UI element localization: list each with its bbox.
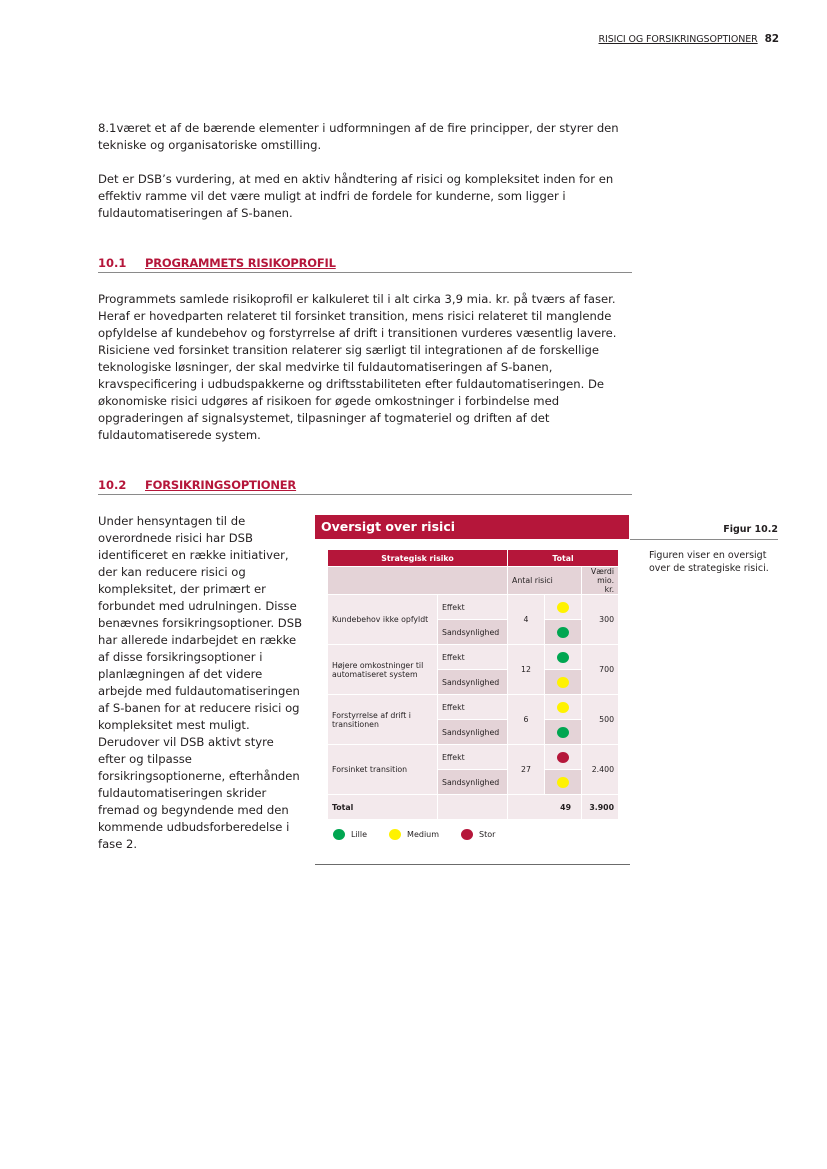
risk-value: 700 [582, 645, 619, 695]
risk-value: 500 [582, 695, 619, 745]
legend [333, 829, 517, 840]
legend-label: Stor [479, 830, 496, 839]
risk-name: Højere omkostninger til automatiseret system [328, 645, 438, 695]
section-10-1-paragraph-1: Programmets samlede risikoprofil er kalkuleret til i alt cirka 3,9 mia. kr. på tværs af faser. Heraf er hovedparten relateret til forsinket transition, mens risici relateret til manglende opfyldelse af kundebehov og forstyrrelse af drift i transitionen vurderes væsentlig lavere. [98, 292, 617, 340]
section-title: PROGRAMMETS RISIKOPROFIL [145, 256, 336, 270]
effect-dot [557, 652, 569, 663]
probability-dot [557, 627, 569, 638]
probability-dot [557, 727, 569, 738]
risk-table [327, 549, 619, 820]
effect-indicator [545, 645, 582, 670]
section-title: FORSIKRINGSOPTIONER [145, 478, 297, 492]
total-value: 3.900 [582, 795, 619, 820]
intro-paragraph-1: 8.1været et af de bærende elementer i udformningen af de fire principper, der styrer den tekniske og organisatoriske omstilling. [98, 121, 619, 152]
effect-label: Effekt [438, 745, 508, 770]
header-strategic-risk: Strategisk risiko [328, 550, 508, 567]
legend-label: Medium [407, 830, 440, 839]
figure-divider [630, 539, 778, 540]
running-header [599, 33, 780, 45]
total-empty [438, 795, 508, 820]
table-row [328, 595, 619, 620]
effect-indicator [545, 695, 582, 720]
probability-label: Sandsynlighed [438, 720, 508, 745]
page-number: 82 [764, 33, 779, 45]
probability-indicator [545, 720, 582, 745]
table-total-row [328, 795, 619, 820]
legend-dot [461, 829, 473, 840]
effect-dot [557, 752, 569, 763]
section-number: 10.1 [98, 256, 127, 270]
effect-label: Effekt [438, 595, 508, 620]
probability-indicator [545, 620, 582, 645]
table-row [328, 695, 619, 720]
effect-label: Effekt [438, 645, 508, 670]
running-header-title: RISICI OG FORSIKRINGSOPTIONER [598, 34, 758, 45]
probability-label: Sandsynlighed [438, 670, 508, 695]
subheader-count: Antal risici [508, 567, 582, 595]
risk-value: 2.400 [582, 745, 619, 795]
effect-dot [557, 602, 569, 613]
risk-count: 6 [508, 695, 545, 745]
subheader-value: Værdi mio. kr. [582, 567, 619, 595]
legend-dot [333, 829, 345, 840]
figure-label: Figur 10.2 [723, 524, 778, 535]
table-row [328, 645, 619, 670]
effect-indicator [545, 745, 582, 770]
total-count: 49 [508, 795, 582, 820]
effect-dot [557, 702, 569, 713]
section-number: 10.2 [98, 478, 127, 492]
section-10-1-paragraph-2: Risiciene ved forsinket transition relaterer sig særligt til integrationen af de forskellige teknologiske løsninger, der skal medvirke til fuldautomatiseringen af S-banen, kravspecificering i udbudspakkerne og driftsstabiliteten efter fuldautomatiseringen. De økonomiske risici udgøres af risikoen for øgede omkostninger i forbindelse med opgraderingen af signalsystemet, tilpasninger af togmateriel og driften af det fuldautomatiserede system. [98, 343, 605, 442]
total-label: Total [328, 795, 438, 820]
legend-dot [389, 829, 401, 840]
risk-name: Kundebehov ikke opfyldt [328, 595, 438, 645]
risk-count: 4 [508, 595, 545, 645]
legend-label: Lille [351, 830, 368, 839]
risk-name: Forstyrrelse af drift i transitionen [328, 695, 438, 745]
probability-label: Sandsynlighed [438, 770, 508, 795]
figure-bottom-rule [315, 864, 630, 865]
table-header-row [328, 550, 619, 567]
legend-item-lille [333, 829, 367, 840]
subheader-empty [328, 567, 508, 595]
probability-dot [557, 677, 569, 688]
risk-name: Forsinket transition [328, 745, 438, 795]
risk-value: 300 [582, 595, 619, 645]
probability-dot [557, 777, 569, 788]
effect-label: Effekt [438, 695, 508, 720]
risk-count: 12 [508, 645, 545, 695]
table-subheader-row [328, 567, 619, 595]
figure-title-bar: Oversigt over risici [315, 515, 629, 539]
legend-item-medium [389, 829, 439, 840]
risk-count: 27 [508, 745, 545, 795]
probability-indicator [545, 770, 582, 795]
table-row [328, 745, 619, 770]
effect-indicator [545, 595, 582, 620]
section-heading-10-1 [98, 256, 632, 273]
header-total: Total [508, 550, 619, 567]
figure-caption: Figuren viser en oversigt over de strategiske risici. [649, 550, 769, 574]
intro-paragraph-2: Det er DSB’s vurdering, at med en aktiv håndtering af risici og kompleksitet inden for en effektiv ramme vil det være muligt at indfri de fordele for kunderne, som ligger i fuldautomatiseringen af S-banen. [98, 172, 614, 220]
probability-label: Sandsynlighed [438, 620, 508, 645]
section-10-2-body: Under hensyntagen til de overordnede risici har DSB identificeret en række initiativer, der kan reducere risici og kompleksitet, der primært er forbundet med udrulningen. Disse benævnes forsikringsoptioner. DSB har allerede indarbejdet en række af disse forsikringsoptioner i planlægningen af det videre arbejde med fuldautomatiseringen af S-banen for at reducere risici og kompleksitet mest muligt. Derudover vil DSB aktivt styre efter og tilpasse forsikringsoptionerne, efterhånden fuldautomatiseringen skrider fremad og begyndende med den kommende udbudsforberedelse i fase 2. [98, 514, 303, 851]
section-heading-10-2 [98, 478, 632, 495]
legend-item-stor [461, 829, 495, 840]
probability-indicator [545, 670, 582, 695]
